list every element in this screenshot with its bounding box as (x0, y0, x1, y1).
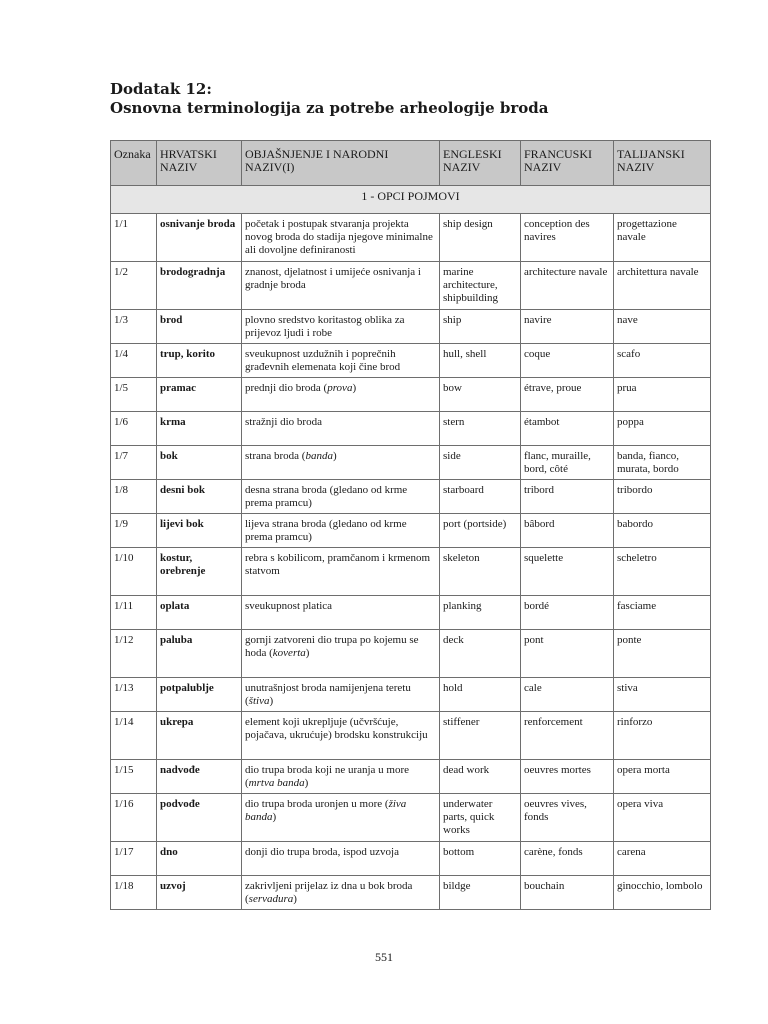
description-close: ) (272, 811, 277, 823)
section-title: 1 - OPCI POJMOVI (111, 186, 711, 214)
description-text: zakrivljeni prijelaz iz dna u bok broda ( (245, 880, 413, 905)
description-text: element koji ukrepljuje (učvršćuje, pojačava, ukrućuje) brodsku konstrukciju (245, 716, 428, 741)
croatian-term: potpalublje (157, 678, 242, 712)
french-term: bâbord (521, 514, 614, 548)
english-term: marine architecture, shipbuilding (440, 262, 521, 310)
description-text: prednji dio broda ( (245, 382, 328, 394)
description-text: znanost, djelatnost i umijeće osnivanja i gradnje broda (245, 266, 421, 291)
croatian-term: uzvoj (157, 876, 242, 910)
croatian-term: osnivanje broda (157, 214, 242, 262)
row-code: 1/2 (111, 262, 157, 310)
english-term: side (440, 446, 521, 480)
row-code: 1/4 (111, 344, 157, 378)
row-code: 1/7 (111, 446, 157, 480)
croatian-term: oplata (157, 596, 242, 630)
french-term: conception des navires (521, 214, 614, 262)
term-description (242, 794, 440, 842)
french-term: renforcement (521, 712, 614, 760)
term-description (242, 712, 440, 760)
description-close: ) (293, 893, 297, 905)
croatian-term: podvođe (157, 794, 242, 842)
english-term: skeleton (440, 548, 521, 596)
column-header-code: Oznaka (111, 141, 157, 186)
description-text: strana broda ( (245, 450, 306, 462)
term-description (242, 596, 440, 630)
description-text: dio trupa broda koji ne uranja u more ( (245, 764, 410, 789)
italian-term: nave (614, 310, 711, 344)
italian-term: architettura navale (614, 262, 711, 310)
term-description (242, 378, 440, 412)
table-row (111, 842, 711, 876)
english-term: bow (440, 378, 521, 412)
english-term: bottom (440, 842, 521, 876)
folk-name: živa banda (245, 798, 407, 823)
italian-term: carena (614, 842, 711, 876)
row-code: 1/6 (111, 412, 157, 446)
english-term: dead work (440, 760, 521, 794)
description-text: stražnji dio broda (245, 416, 322, 428)
italian-term: fasciame (614, 596, 711, 630)
english-term: underwater parts, quick works (440, 794, 521, 842)
folk-name: koverta (272, 647, 306, 659)
row-code: 1/3 (111, 310, 157, 344)
term-description (242, 446, 440, 480)
description-text: plovno sredstvo koritastog oblika za prijevoz ljudi i robe (245, 314, 405, 339)
appendix-label: Dodatak 12: (110, 80, 212, 98)
croatian-term: lijevi bok (157, 514, 242, 548)
row-code: 1/15 (111, 760, 157, 794)
english-term: bildge (440, 876, 521, 910)
term-description (242, 262, 440, 310)
croatian-term: trup, korito (157, 344, 242, 378)
italian-term: banda, fianco, murata, bordo (614, 446, 711, 480)
row-code: 1/8 (111, 480, 157, 514)
french-term: carène, fonds (521, 842, 614, 876)
folk-name: štiva (248, 695, 270, 707)
description-text: dio trupa broda uronjen u more ( (245, 798, 389, 810)
table-row (111, 446, 711, 480)
term-description (242, 412, 440, 446)
terminology-table (110, 140, 711, 910)
term-description (242, 310, 440, 344)
column-header-french: FRANCUSKI NAZIV (521, 141, 614, 186)
english-term: planking (440, 596, 521, 630)
row-code: 1/14 (111, 712, 157, 760)
french-term: navire (521, 310, 614, 344)
term-description (242, 548, 440, 596)
english-term: hull, shell (440, 344, 521, 378)
term-description (242, 344, 440, 378)
description-text: unutrašnjost broda namijenjena teretu ( (245, 682, 411, 707)
french-term: flanc, muraille, bord, côté (521, 446, 614, 480)
column-header-description: OBJAŠNJENJE I NARODNI NAZIV(I) (242, 141, 440, 186)
english-term: hold (440, 678, 521, 712)
croatian-term: nadvođe (157, 760, 242, 794)
table-row (111, 378, 711, 412)
french-term: coque (521, 344, 614, 378)
description-text: sveukupnost uzdužnih i poprečnih građevnih elemenata koji čine brod (245, 348, 401, 373)
table-row (111, 344, 711, 378)
italian-term: ginocchio, lombolo (614, 876, 711, 910)
croatian-term: krma (157, 412, 242, 446)
column-header-italian: TALIJANSKI NAZIV (614, 141, 711, 186)
description-text: sveukupnost platica (245, 600, 333, 612)
folk-name: servadura (248, 893, 294, 905)
description-close: ) (352, 382, 357, 394)
description-text: donji dio trupa broda, ispod uzvoja (245, 846, 399, 858)
row-code: 1/12 (111, 630, 157, 678)
table-row (111, 548, 711, 596)
description-text: lijeva strana broda (gledano od krme prema pramcu) (245, 518, 407, 543)
term-description (242, 876, 440, 910)
croatian-term: brodogradnja (157, 262, 242, 310)
table-row (111, 480, 711, 514)
italian-term: tribordo (614, 480, 711, 514)
italian-term: progettazione navale (614, 214, 711, 262)
row-code: 1/1 (111, 214, 157, 262)
term-description (242, 480, 440, 514)
page-number: 551 (375, 950, 393, 964)
table-row (111, 712, 711, 760)
italian-term: scheletro (614, 548, 711, 596)
row-code: 1/5 (111, 378, 157, 412)
french-term: bordé (521, 596, 614, 630)
table-row (111, 794, 711, 842)
document-heading (110, 80, 548, 118)
description-close: ) (304, 777, 309, 789)
table-row (111, 262, 711, 310)
row-code: 1/9 (111, 514, 157, 548)
table-row (111, 630, 711, 678)
italian-term: rinforzo (614, 712, 711, 760)
term-description (242, 842, 440, 876)
column-header-english: ENGLESKI NAZIV (440, 141, 521, 186)
french-term: oeuvres vives, fonds (521, 794, 614, 842)
description-text: početak i postupak stvaranja projekta novog broda do stadija njegove minimalne ali dovoljne definiranosti (245, 218, 433, 256)
croatian-term: pramac (157, 378, 242, 412)
italian-term: opera morta (614, 760, 711, 794)
row-code: 1/11 (111, 596, 157, 630)
english-term: stiffener (440, 712, 521, 760)
italian-term: opera viva (614, 794, 711, 842)
term-description (242, 630, 440, 678)
croatian-term: ukrepa (157, 712, 242, 760)
italian-term: poppa (614, 412, 711, 446)
english-term: deck (440, 630, 521, 678)
croatian-term: dno (157, 842, 242, 876)
term-description (242, 214, 440, 262)
table-row (111, 876, 711, 910)
description-text: gornji zatvoreni dio trupa po kojemu se hoda ( (245, 634, 419, 659)
english-term: ship (440, 310, 521, 344)
french-term: étrave, proue (521, 378, 614, 412)
croatian-term: bok (157, 446, 242, 480)
column-header-croatian: HRVATSKI NAZIV (157, 141, 242, 186)
description-close: ) (332, 450, 337, 462)
french-term: tribord (521, 480, 614, 514)
table-row (111, 760, 711, 794)
table-row (111, 214, 711, 262)
english-term: ship design (440, 214, 521, 262)
french-term: pont (521, 630, 614, 678)
table-row (111, 310, 711, 344)
french-term: bouchain (521, 876, 614, 910)
croatian-term: paluba (157, 630, 242, 678)
row-code: 1/10 (111, 548, 157, 596)
table-row (111, 678, 711, 712)
folk-name: prova (327, 382, 353, 394)
term-description (242, 760, 440, 794)
italian-term: scafo (614, 344, 711, 378)
english-term: port (portside) (440, 514, 521, 548)
italian-term: babordo (614, 514, 711, 548)
row-code: 1/18 (111, 876, 157, 910)
term-description (242, 514, 440, 548)
italian-term: prua (614, 378, 711, 412)
table-header-row (111, 141, 711, 186)
description-close: ) (305, 647, 310, 659)
folk-name: mrtva banda (248, 777, 305, 789)
appendix-title: Osnovna terminologija za potrebe arheologije broda (110, 99, 549, 117)
french-term: étambot (521, 412, 614, 446)
table-row (111, 596, 711, 630)
croatian-term: desni bok (157, 480, 242, 514)
table-row (111, 514, 711, 548)
description-text: rebra s kobilicom, pramčanom i krmenom statvom (245, 552, 431, 577)
french-term: squelette (521, 548, 614, 596)
croatian-term: brod (157, 310, 242, 344)
english-term: stern (440, 412, 521, 446)
french-term: oeuvres mortes (521, 760, 614, 794)
croatian-term: kostur, orebrenje (157, 548, 242, 596)
term-description (242, 678, 440, 712)
section-row (111, 186, 711, 214)
french-term: architecture navale (521, 262, 614, 310)
row-code: 1/16 (111, 794, 157, 842)
row-code: 1/13 (111, 678, 157, 712)
table-body (111, 186, 711, 910)
row-code: 1/17 (111, 842, 157, 876)
french-term: cale (521, 678, 614, 712)
description-text: desna strana broda (gledano od krme prema pramcu) (245, 484, 408, 509)
english-term: starboard (440, 480, 521, 514)
description-close: ) (269, 695, 274, 707)
folk-name: banda (305, 450, 333, 462)
table-row (111, 412, 711, 446)
italian-term: ponte (614, 630, 711, 678)
italian-term: stiva (614, 678, 711, 712)
